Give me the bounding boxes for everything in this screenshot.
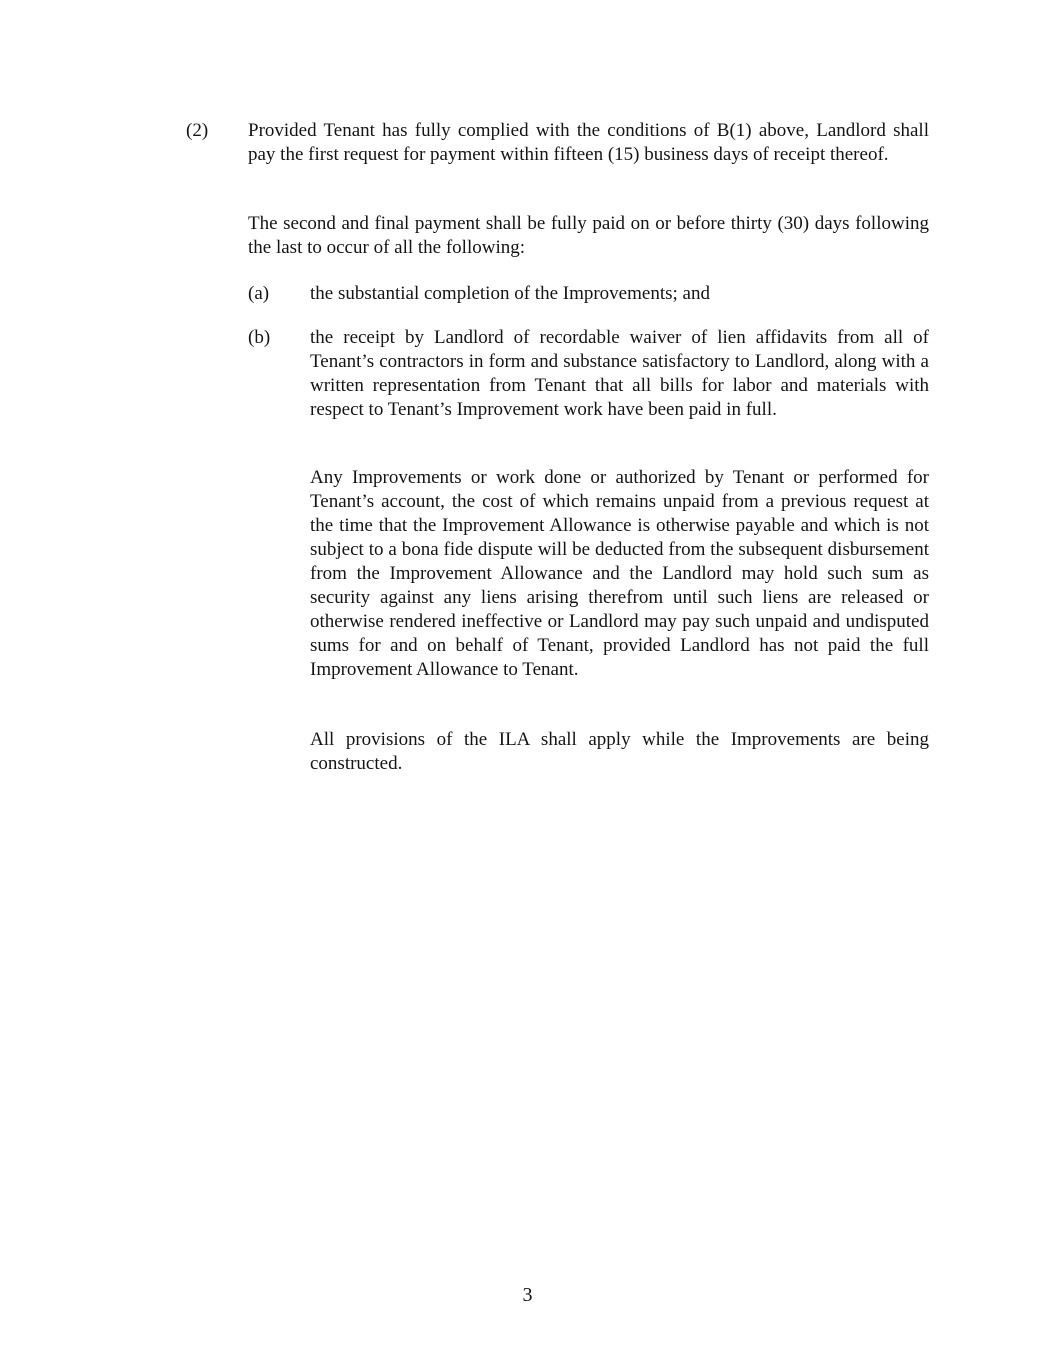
- page-number: 3: [522, 1284, 533, 1306]
- subitem-b-label: (b): [248, 327, 271, 348]
- improvements-paragraph: Any Improvements or work done or authorized by Tenant or performed for Tenant’s account, the cost of which remains unpaid from a previous request at the time that the Improvement Allowance is otherwise payable and which is not subject to a bona fide dispute will be deducted from the subsequent disbursement from the Improvement Allowance and the Landlord may hold such sum as security against any liens arising therefrom until such liens are released or otherwise rendered ineffective or Landlord may pay such unpaid and undisputed sums for and on behalf of Tenant, provided Landlord has not paid the full Improvement Allowance to Tenant.: [310, 467, 929, 680]
- item-2-paragraph: Provided Tenant has fully complied with the conditions of B(1) above, Landlord shall pay the first request for payment within fifteen (15) business days of receipt thereof.: [248, 120, 929, 165]
- second-payment-paragraph: The second and final payment shall be fully paid on or before thirty (30) days following the last to occur of all the following:: [248, 213, 929, 258]
- subitem-b-text: the receipt by Landlord of recordable waiver of lien affidavits from all of Tenant’s contractors in form and substance satisfactory to Landlord, along with a written representation from Tenant that all bills for labor and materials with respect to Tenant’s Improvement work have been paid in full.: [310, 327, 929, 420]
- ila-paragraph: All provisions of the ILA shall apply while the Improvements are being constructed.: [310, 729, 929, 774]
- item-number-2: (2): [186, 120, 209, 141]
- subitem-a-text: the substantial completion of the Improvements; and: [310, 283, 710, 304]
- subitem-a-label: (a): [248, 283, 270, 304]
